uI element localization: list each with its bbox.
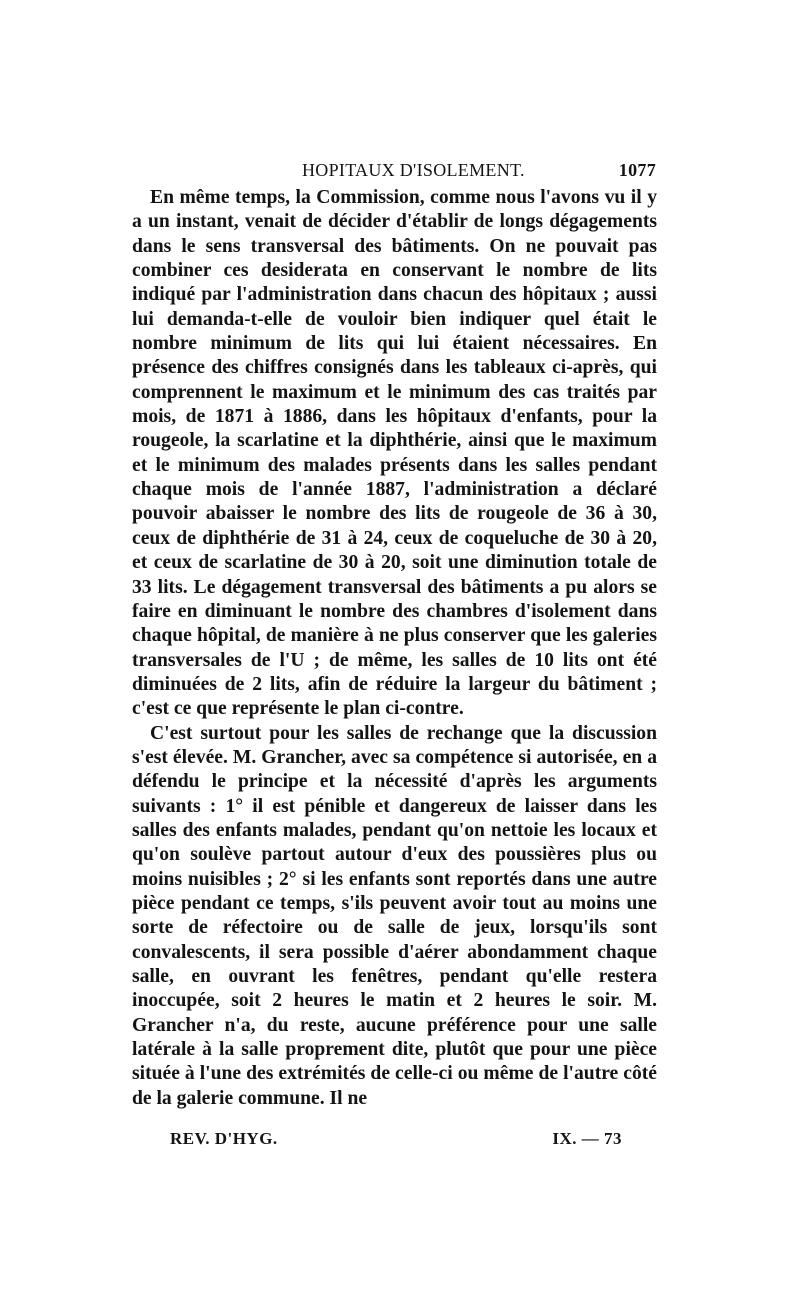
page-number: 1077 bbox=[618, 160, 656, 180]
journal-signature: REV. D'HYG. bbox=[170, 1129, 278, 1148]
running-head bbox=[132, 160, 656, 184]
running-title: HOPITAUX D'ISOLEMENT. bbox=[302, 160, 525, 180]
body-text bbox=[132, 186, 657, 1111]
paragraph: C'est surtout pour les salles de rechange que la discussion s'est élevée. M. Grancher, avec sa compétence si autorisée, en a défendu le principe et la nécessité d'après les arguments suivants : 1° il est pénible et dangereux de laisser dans les salles des enfants malades, pendant qu'on nettoie les locaux et qu'on soulève partout autour d'eux des poussières plus ou moins nuisibles ; 2° si les enfants sont reportés dans une autre pièce pendant ce temps, s'ils peuvent avoir tout au moins une sorte de réfectoire ou de salle de jeux, lorsqu'ils sont convalescents, il sera possible d'aérer abondamment chaque salle, en ouvrant les fenêtres, pendant qu'elle restera inoccupée, soit 2 heures le matin et 2 heures le soir. M. Grancher n'a, du reste, aucune préférence pour une salle latérale à la salle proprement dite, plutôt que pour une pièce située à l'une des extrémités de celle-ci ou même de l'autre côté de la galerie commune. Il ne bbox=[132, 722, 657, 1109]
page-footer bbox=[170, 1129, 622, 1153]
paragraph: En même temps, la Commission, comme nous l'avons vu il y a un instant, venait de décider d'établir de longs dégagements dans le sens transversal des bâtiments. On ne pouvait pas combiner ces desiderata en conservant le nombre de lits indiqué par l'administration dans chacun des hôpitaux ; aussi lui demanda-t-elle de vouloir bien indiquer quel était le nombre minimum de lits qui lui étaient nécessaires. En présence des chiffres consignés dans les tableaux ci-après, qui comprennent le maximum et le minimum des cas traités par mois, de 1871 à 1886, dans les hôpitaux d'enfants, pour la rougeole, la scarlatine et la diphthérie, ainsi que le maximum et le minimum des malades présents dans les salles pendant chaque mois de l'année 1887, l'administration a déclaré pouvoir abaisser le nombre des lits de rougeole de 36 à 30, ceux de diphthérie de 31 à 24, ceux de coqueluche de 30 à 20, et ceux de scarlatine de 30 à 20, soit une diminution totale de 33 lits. Le dégagement transversal des bâtiments a pu alors se faire en diminuant le nombre des chambres d'isolement dans chaque hôpital, de manière à ne plus conserver que les galeries transversales de l'U ; de même, les salles de 10 lits ont été diminuées de 2 lits, afin de réduire la largeur du bâtiment ; c'est ce que représente le plan ci-contre. bbox=[132, 187, 657, 720]
sheet-mark: IX. — 73 bbox=[552, 1129, 622, 1148]
